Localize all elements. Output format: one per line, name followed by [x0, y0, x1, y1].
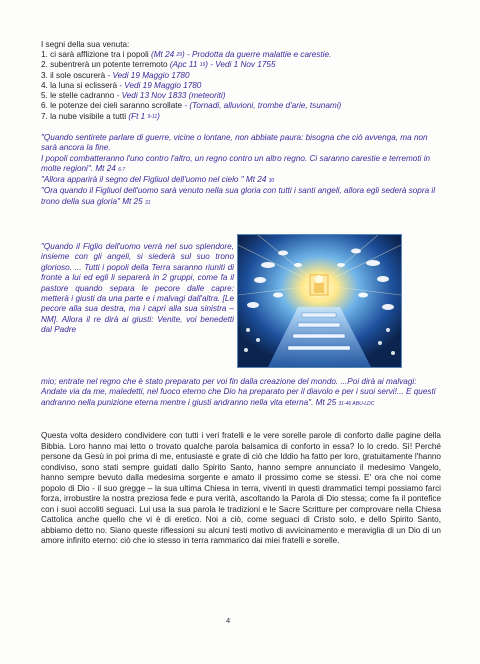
quote-top-line3: "Allora apparirà il segno del Figliuol dell'uomo nel cielo " Mt 24 [41, 175, 269, 185]
sign-reference: - Vedi 13 Nov 1833 (meteoriti) [116, 91, 226, 101]
body-paragraph: Questa volta desidero condividere con tutti i veri fratelli e le vere sorelle parole di conforto dalle pagine della Bibbia. Loro hanno mai letto o trovato qualche parola balsamica di conforto in essa? Io lo credo. Sì! Perché persone da Gesù in poi prima di me, entusiaste e grate di ciò che Iddio ha fatto per loro, gratuitamente l'hanno condiviso, sono stati sempre guidati dallo Spirito Santo, hanno sempre annunciato il medesimo Vangelo, hanno sempre bevuto dalla medesima sorgente e amato il prossimo come se stessi. E' ora che noi come popolo di Dio - il suo gregge – la sua ultima Chiesa in terra, viventi in questi drammatici tempi possiamo farci forza, irrobustire la nostra preziosa fede e pura verità, ascoltando la Parola di Dio stessa; come fa il pontefice con i suoi accoliti seguaci. Lui usa la sua parola le tradizioni e le Sacre Scritture per comprovare nella Chiesa Cattolica anche quello che vi è di eretico. Noi a ciò, come seguaci di Cristo solo, e dello Spirito Santo, abbiamo detto no. Siano queste riflessioni su alcuni testi motivo di avvicinamento e meraviglia di un Dio di un amore infinito eterno: ciò che io stesso in terra rammarico dai miei fratelli e sorelle. [41, 431, 441, 545]
quote-top-line4-ref: 31 [144, 199, 151, 206]
throne-angels-illustration [238, 235, 401, 367]
sign-verse: 9-11 [147, 113, 158, 120]
sign-number: 5. [41, 91, 51, 101]
sign-reference: (Mt 24 [151, 50, 177, 59]
quote-top-line2: I popoli combatteranno l'uno contro l'altro, un regno contro un altro regno. Ci saranno carestie e terremoti in molte regioni". Mt 24 [41, 153, 431, 173]
sign-item [41, 91, 341, 101]
quote-continuation-text: mio; entrate nel regno che è stato preparato per voi fin dalla creazione del mondo. ...Poi dirà ai malvagi: Andate via da me, maledetti, nel fuoco eterno che Dio ha preparato per il diavolo e per i suoi servi!... E questi andranno nella punizione eterna mentre i giusti andranno nella vita eterna". Mt 25 [41, 377, 436, 407]
page-number: 4 [226, 616, 231, 625]
sign-text: il sole oscurerà [50, 70, 108, 80]
sign-verse: 29 [176, 52, 183, 58]
throne-angels-image [237, 234, 402, 368]
sign-text: la luna si eclisserà [50, 80, 120, 90]
sign-reference: - (Tornadi, alluvioni, trombe d'arie, tsunami) [184, 101, 342, 111]
sign-item [41, 101, 341, 111]
sign-text: ci sarà afflizione tra i popoli [50, 50, 151, 59]
quote-continuation-ref: 31-46 ABU-LDC [338, 400, 375, 407]
sign-number: 1. [41, 50, 51, 59]
quote-side: "Quando il Figlio dell'uomo verrà nel suo splendore, insieme con gli angeli, si siederà sul suo trono glorioso. ... Tutti i popoli della Terra saranno riuniti di fronte a lui ed egli li separerà in 2 gruppi, come fa il pastore quando separa le pecore dalle capre: metterà i giusti da una parte e i malvagi dall'altra. [Le pecore alla sua destra, ma i capri alla sua sinistra – NM]. Allora il re dirà ai giusti: Venite, voi benedetti dal Padre [41, 242, 234, 335]
section-heading: I segni della sua venuta: [41, 40, 130, 49]
sign-verse: 19 [199, 62, 206, 69]
sign-text: le potenze dei cieli saranno scrollate [50, 101, 185, 111]
sign-text: le stelle cadranno [50, 91, 117, 101]
sign-reference-end: ) [157, 111, 160, 121]
sign-number: 4. [41, 80, 51, 90]
sign-reference-end: ) - Vedi 1 Nov 1755 [205, 60, 276, 70]
sign-item [41, 50, 341, 60]
quote-top-line4: "Ora quando il Figliuol dell'uomo sarà venuto nella sua gloria con tutti i santi angeli, allora egli sederà sopra il trono della sua gloria" Mt 25 [41, 186, 436, 206]
quote-top-line1: "Quando sentirete parlare di guerre, vicine o lontane, non abbiate paura: bisogna che ciò avvenga, ma non sarà ancora la fine. [41, 133, 428, 153]
sign-item [41, 112, 341, 122]
sign-reference: (Ft 1 [128, 111, 148, 121]
sign-reference: (Apc 11 [169, 60, 200, 70]
sign-item [41, 60, 341, 70]
sign-item [41, 71, 341, 81]
sign-number: 7. [41, 111, 51, 121]
sign-text: subentrerà un potente terremoto [50, 60, 170, 70]
quote-top [41, 133, 441, 208]
sign-reference: - Vedi 19 Maggio 1780 [107, 70, 190, 80]
sign-item [41, 81, 341, 91]
sign-number: 3. [41, 70, 51, 80]
sign-number: 2. [41, 60, 51, 70]
sign-text: la nube visibile a tutti [50, 111, 129, 121]
sign-number: 6. [41, 101, 51, 111]
sign-reference: - Vedi 19 Maggio 1780 [119, 80, 202, 90]
quote-top-line2-ref: 6.7 [118, 166, 126, 173]
quote-continuation [41, 377, 441, 409]
signs-list [41, 50, 341, 122]
quote-top-line3-ref: 30 [268, 178, 275, 185]
sign-reference-end: ) - Prodotta da guerre malattie e carestie. [182, 50, 332, 59]
